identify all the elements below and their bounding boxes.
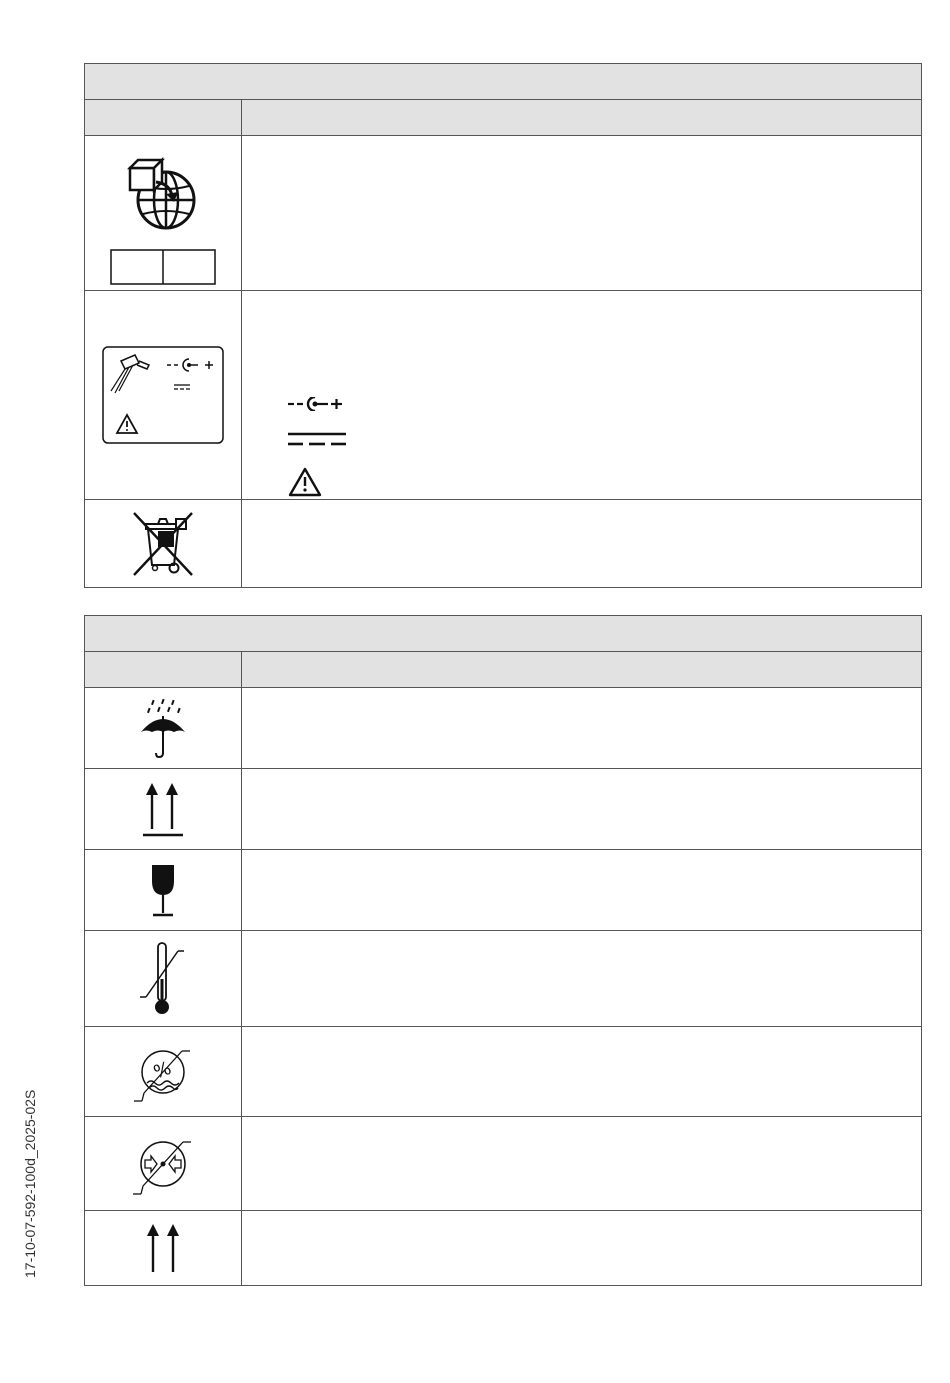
table-row [85, 1027, 922, 1117]
fragile-icon [148, 861, 178, 919]
description-cell [242, 1027, 922, 1117]
column-header-symbol [85, 652, 242, 688]
humidity-limit-icon [128, 1037, 198, 1107]
table-row [85, 769, 922, 850]
symbol-cell [85, 931, 242, 1027]
column-header-description [242, 100, 922, 136]
table-row [85, 136, 922, 291]
symbol-table-2 [84, 615, 922, 1286]
pressure-limit-icon [127, 1128, 199, 1200]
svg-text:%: % [150, 1057, 175, 1083]
description-cell [242, 500, 922, 588]
table-title [85, 64, 922, 100]
dc-polarity-icon [288, 397, 348, 411]
symbol-cell [85, 291, 242, 500]
description-cell [242, 850, 922, 931]
table-row [85, 291, 922, 500]
esu-connector-label-icon [101, 345, 225, 445]
document-code: 17-10-07-592-100d_2025-02S [22, 1089, 38, 1278]
description-cell [242, 136, 922, 291]
table-row [85, 1211, 922, 1286]
symbol-cell [85, 850, 242, 931]
description-cell [242, 769, 922, 850]
symbol-cell [85, 769, 242, 850]
symbol-cell [85, 688, 242, 769]
description-cell [242, 1211, 922, 1286]
description-cell [242, 931, 922, 1027]
temperature-limit-icon [138, 939, 188, 1019]
table-row [85, 688, 922, 769]
column-header-symbol [85, 100, 242, 136]
table-row [85, 500, 922, 588]
this-way-up-icon [141, 779, 185, 839]
symbol-cell [85, 1027, 242, 1117]
symbol-table-1 [84, 63, 922, 588]
description-cell [242, 688, 922, 769]
table-row [85, 850, 922, 931]
this-way-up-icon [143, 1220, 183, 1276]
symbol-cell [85, 1117, 242, 1211]
keep-dry-icon [138, 698, 188, 758]
warning-triangle-icon [288, 467, 322, 497]
country-of-manufacture-icon [108, 138, 218, 288]
table-row [85, 1117, 922, 1211]
description-cell [242, 1117, 922, 1211]
symbol-cell [85, 136, 242, 291]
column-header-description [242, 652, 922, 688]
direct-current-icon [288, 431, 348, 447]
symbol-cell [85, 1211, 242, 1286]
table-title [85, 616, 922, 652]
description-cell [242, 291, 922, 500]
symbol-cell [85, 500, 242, 588]
weee-crossed-bin-icon [130, 511, 196, 577]
table-row [85, 931, 922, 1027]
